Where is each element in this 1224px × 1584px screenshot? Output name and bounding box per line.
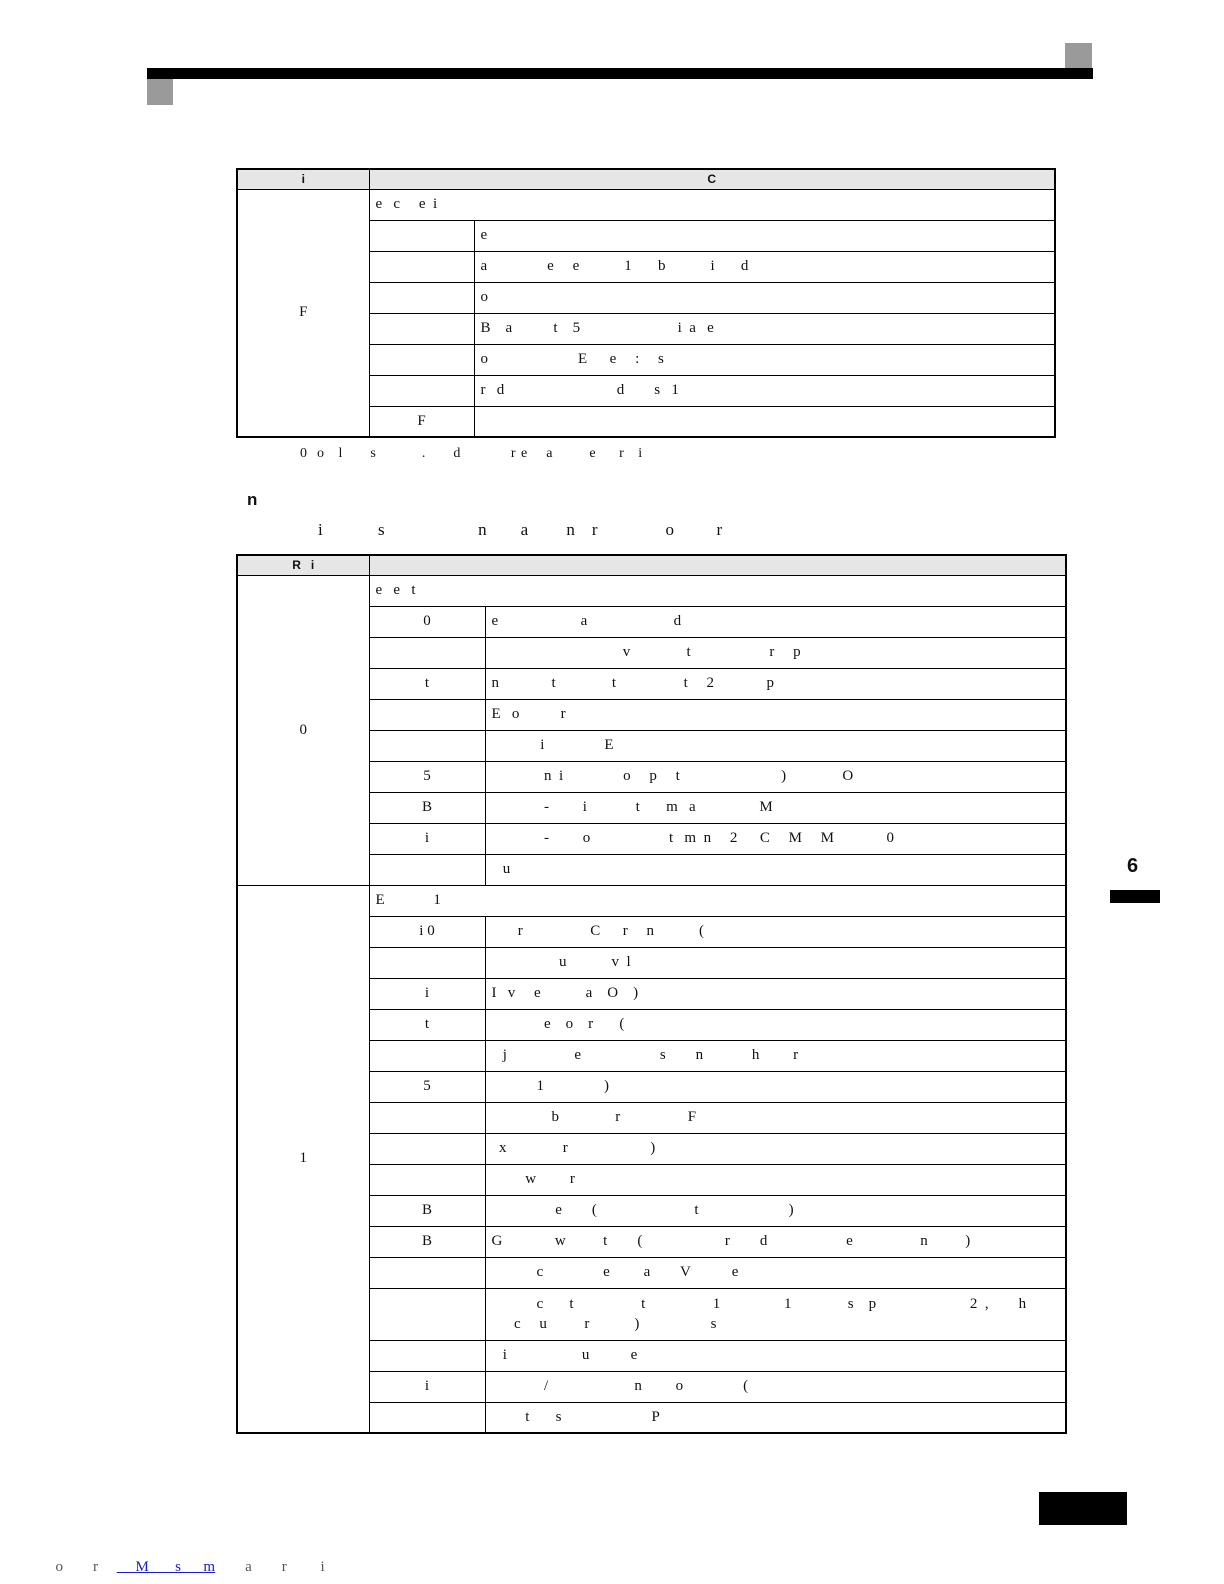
table-2-desc-cell: / n o ( [485,1371,1066,1402]
table-2-code-cell [369,1340,485,1371]
table-2-code-cell [369,1164,485,1195]
table-1-header-content: C [369,169,1055,189]
table-2-desc-cell: j e s n h r [485,1040,1066,1071]
table-2-desc-cell: E o r [485,699,1066,730]
table-2-header-key: R i [237,555,369,575]
table-2-desc-cell: - i t m a M [485,792,1066,823]
table-2-desc-cell: - o t m n 2 C M M 0 [485,823,1066,854]
table-2-desc-cell: r C r n ( [485,916,1066,947]
table-1-key-cell: F [237,189,369,437]
table-2-desc-cell: w r [485,1164,1066,1195]
table-2-key-cell: 0 [237,575,369,885]
table-1-desc-cell: e [474,220,1055,251]
table-1-desc-cell: r d d s 1 [474,375,1055,406]
table-1-first-row: e c e i [369,189,1055,220]
table-2-code-cell [369,1257,485,1288]
table-row [237,189,1055,220]
table-2 [236,554,1067,1434]
table-1-code-cell [369,282,474,313]
table-1-desc-cell: o [474,282,1055,313]
footer [48,1542,325,1576]
table-1 [236,168,1056,438]
chapter-tab-bar [1110,890,1160,903]
table-2-code-cell: i [369,823,485,854]
footer-prefix: o r [55,1559,117,1575]
table-2-code-cell: i 0 [369,916,485,947]
table-1-code-cell: F [369,406,474,437]
table-2-desc-cell: G w t ( r d e n ) [485,1226,1066,1257]
table-2-code-cell [369,699,485,730]
table-2-desc-cell: i E [485,730,1066,761]
footer-link[interactable]: M s m [116,1559,216,1575]
table-1-desc-cell [474,406,1055,437]
table-2-desc-cell: e ( t ) [485,1195,1066,1226]
header-marker-right [1065,43,1092,68]
table-row [237,885,1066,916]
table-1-desc-cell: o E e : s [474,344,1055,375]
section-intro: i s n a n r o r [318,520,723,539]
table-2-desc-cell: c t t 1 1 s p 2 , h c u r ) s [485,1288,1066,1340]
table-2-code-cell [369,1288,485,1340]
table-2-code-cell: B [369,792,485,823]
table-2-code-cell [369,637,485,668]
table-2-code-cell: 5 [369,761,485,792]
table-1-code-cell [369,313,474,344]
table-2-key-cell: 1 [237,885,369,1433]
table-1-code-cell [369,375,474,406]
table-2-code-cell: t [369,668,485,699]
table-2-code-cell: t [369,1009,485,1040]
table-2-desc-cell: i u e [485,1340,1066,1371]
table-1-note: 0 o l s . d r e a e r i [300,446,644,461]
table-2-desc-cell: b r F [485,1102,1066,1133]
table-2-desc-cell: x r ) [485,1133,1066,1164]
footer-suffix: a r i [215,1559,325,1575]
table-2-code-cell: i [369,978,485,1009]
table-2-desc-cell: t s P [485,1402,1066,1433]
table-2-code-cell [369,947,485,978]
table-2-desc-cell: c e a V e [485,1257,1066,1288]
table-2-group-title: e e t [369,575,1066,606]
table-2-desc-cell: v t r p [485,637,1066,668]
table-2-code-cell [369,854,485,885]
table-2-group-title: E 1 [369,885,1066,916]
table-2-desc-cell: u v l [485,947,1066,978]
table-2-desc-cell: n i o p t ) O [485,761,1066,792]
table-2-code-cell: i [369,1371,485,1402]
table-2-code-cell: B [369,1226,485,1257]
table-2-desc-cell: n t t t 2 p [485,668,1066,699]
table-1-desc-cell: B a t 5 i a e [474,313,1055,344]
header-rule [147,68,1093,79]
chapter-tab-number: 6 [1127,855,1139,877]
table-2-code-cell: B [369,1195,485,1226]
table-2-header-content [369,555,1066,575]
table-2-desc-cell: I v e a O ) [485,978,1066,1009]
table-2-code-cell [369,1402,485,1433]
table-2-code-cell [369,730,485,761]
section-heading: n [247,490,258,509]
table-2-desc-cell: u [485,854,1066,885]
table-1-code-cell [369,344,474,375]
table-2-desc-cell: e a d [485,606,1066,637]
table-2-code-cell [369,1040,485,1071]
table-1-header-key: i [237,169,369,189]
table-2-desc-cell: e o r ( [485,1009,1066,1040]
table-1-code-cell [369,220,474,251]
table-row [237,575,1066,606]
table-2-code-cell [369,1133,485,1164]
table-2-code-cell [369,1102,485,1133]
page-number-box [1039,1492,1127,1525]
table-1-code-cell [369,251,474,282]
table-1-desc-cell: a e e 1 b i d [474,251,1055,282]
table-2-code-cell: 0 [369,606,485,637]
table-2-code-cell: 5 [369,1071,485,1102]
header-marker-left [147,79,173,105]
table-2-desc-cell: 1 ) [485,1071,1066,1102]
